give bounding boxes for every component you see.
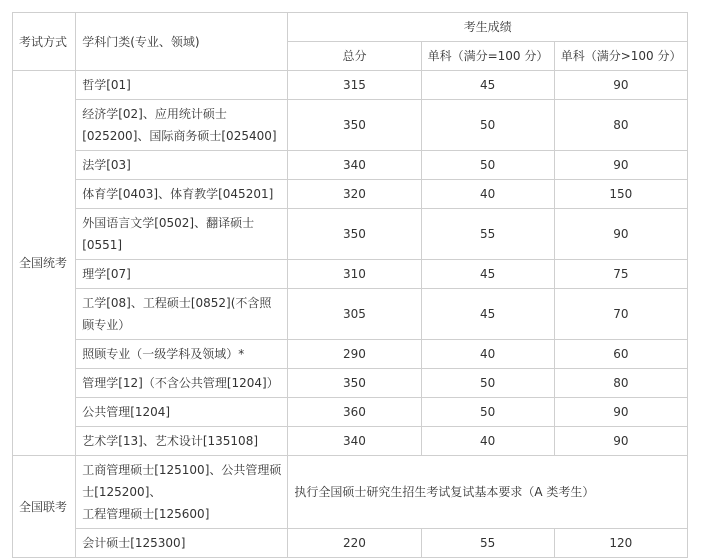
single-gt100-cell: 70 bbox=[554, 289, 687, 340]
subject-cell: 照顾专业（一级学科及领域）* bbox=[76, 340, 288, 369]
total-cell: 350 bbox=[288, 369, 421, 398]
single-100-cell: 50 bbox=[421, 369, 554, 398]
subject-cell: 艺术学[13]、艺术设计[135108] bbox=[76, 427, 288, 456]
single-gt100-cell: 60 bbox=[554, 340, 687, 369]
subject-cell: 工学[08]、工程硕士[0852](不含照顾专业） bbox=[76, 289, 288, 340]
table-row bbox=[13, 71, 688, 100]
single-100-cell: 45 bbox=[421, 289, 554, 340]
single-100-cell: 55 bbox=[421, 529, 554, 558]
table-row bbox=[13, 398, 688, 427]
table-row bbox=[13, 427, 688, 456]
total-cell: 220 bbox=[288, 529, 421, 558]
single-gt100-cell: 150 bbox=[554, 180, 687, 209]
single-gt100-cell: 90 bbox=[554, 398, 687, 427]
subject-cell: 理学[07] bbox=[76, 260, 288, 289]
single-gt100-cell: 80 bbox=[554, 100, 687, 151]
single-100-cell: 40 bbox=[421, 427, 554, 456]
subject-cell: 哲学[01] bbox=[76, 71, 288, 100]
table-row bbox=[13, 289, 688, 340]
table-row bbox=[13, 100, 688, 151]
header-total: 总分 bbox=[288, 42, 421, 71]
header-single-gt100: 单科（满分>100 分） bbox=[554, 42, 687, 71]
header-subject: 学科门类(专业、领域) bbox=[76, 13, 288, 71]
single-100-cell: 45 bbox=[421, 260, 554, 289]
single-100-cell: 50 bbox=[421, 398, 554, 427]
table-row bbox=[13, 340, 688, 369]
subject-line: 工商管理硕士[125100]、公共管理硕 bbox=[82, 463, 282, 477]
header-exam-type: 考试方式 bbox=[13, 13, 76, 71]
table-row bbox=[13, 369, 688, 398]
total-cell: 315 bbox=[288, 71, 421, 100]
single-gt100-cell: 90 bbox=[554, 71, 687, 100]
total-cell: 340 bbox=[288, 151, 421, 180]
subject-cell: 外国语言文学[0502]、翻译硕士[0551] bbox=[76, 209, 288, 260]
table-row bbox=[13, 180, 688, 209]
total-cell: 360 bbox=[288, 398, 421, 427]
subject-cell: 经济学[02]、应用统计硕士[025200]、国际商务硕士[025400] bbox=[76, 100, 288, 151]
subject-cell: 体育学[0403]、体育教学[045201] bbox=[76, 180, 288, 209]
table-row bbox=[13, 151, 688, 180]
single-gt100-cell: 120 bbox=[554, 529, 687, 558]
table-row bbox=[13, 456, 688, 529]
table-row bbox=[13, 209, 688, 260]
subject-cell bbox=[76, 456, 288, 529]
single-100-cell: 40 bbox=[421, 340, 554, 369]
total-cell: 320 bbox=[288, 180, 421, 209]
exam-type-cell: 全国联考 bbox=[13, 456, 76, 558]
single-gt100-cell: 90 bbox=[554, 209, 687, 260]
merged-note-cell: 执行全国硕士研究生招生考试复试基本要求（A 类考生） bbox=[288, 456, 688, 529]
score-table-container bbox=[12, 12, 688, 558]
single-100-cell: 50 bbox=[421, 151, 554, 180]
single-100-cell: 40 bbox=[421, 180, 554, 209]
subject-line: 工程管理硕士[125600] bbox=[82, 507, 210, 521]
subject-cell: 法学[03] bbox=[76, 151, 288, 180]
subject-line: 士[125200]、 bbox=[82, 485, 162, 499]
header-single-100: 单科（满分=100 分） bbox=[421, 42, 554, 71]
single-gt100-cell: 90 bbox=[554, 151, 687, 180]
total-cell: 350 bbox=[288, 209, 421, 260]
total-cell: 340 bbox=[288, 427, 421, 456]
single-gt100-cell: 80 bbox=[554, 369, 687, 398]
exam-type-cell: 全国统考 bbox=[13, 71, 76, 456]
score-table bbox=[12, 12, 688, 558]
header-scores-group: 考生成绩 bbox=[288, 13, 688, 42]
single-100-cell: 50 bbox=[421, 100, 554, 151]
table-row bbox=[13, 529, 688, 558]
total-cell: 310 bbox=[288, 260, 421, 289]
total-cell: 350 bbox=[288, 100, 421, 151]
single-100-cell: 45 bbox=[421, 71, 554, 100]
single-gt100-cell: 90 bbox=[554, 427, 687, 456]
subject-cell: 公共管理[1204] bbox=[76, 398, 288, 427]
table-row bbox=[13, 260, 688, 289]
total-cell: 290 bbox=[288, 340, 421, 369]
single-gt100-cell: 75 bbox=[554, 260, 687, 289]
subject-cell: 会计硕士[125300] bbox=[76, 529, 288, 558]
subject-cell: 管理学[12]（不含公共管理[1204]） bbox=[76, 369, 288, 398]
single-100-cell: 55 bbox=[421, 209, 554, 260]
total-cell: 305 bbox=[288, 289, 421, 340]
